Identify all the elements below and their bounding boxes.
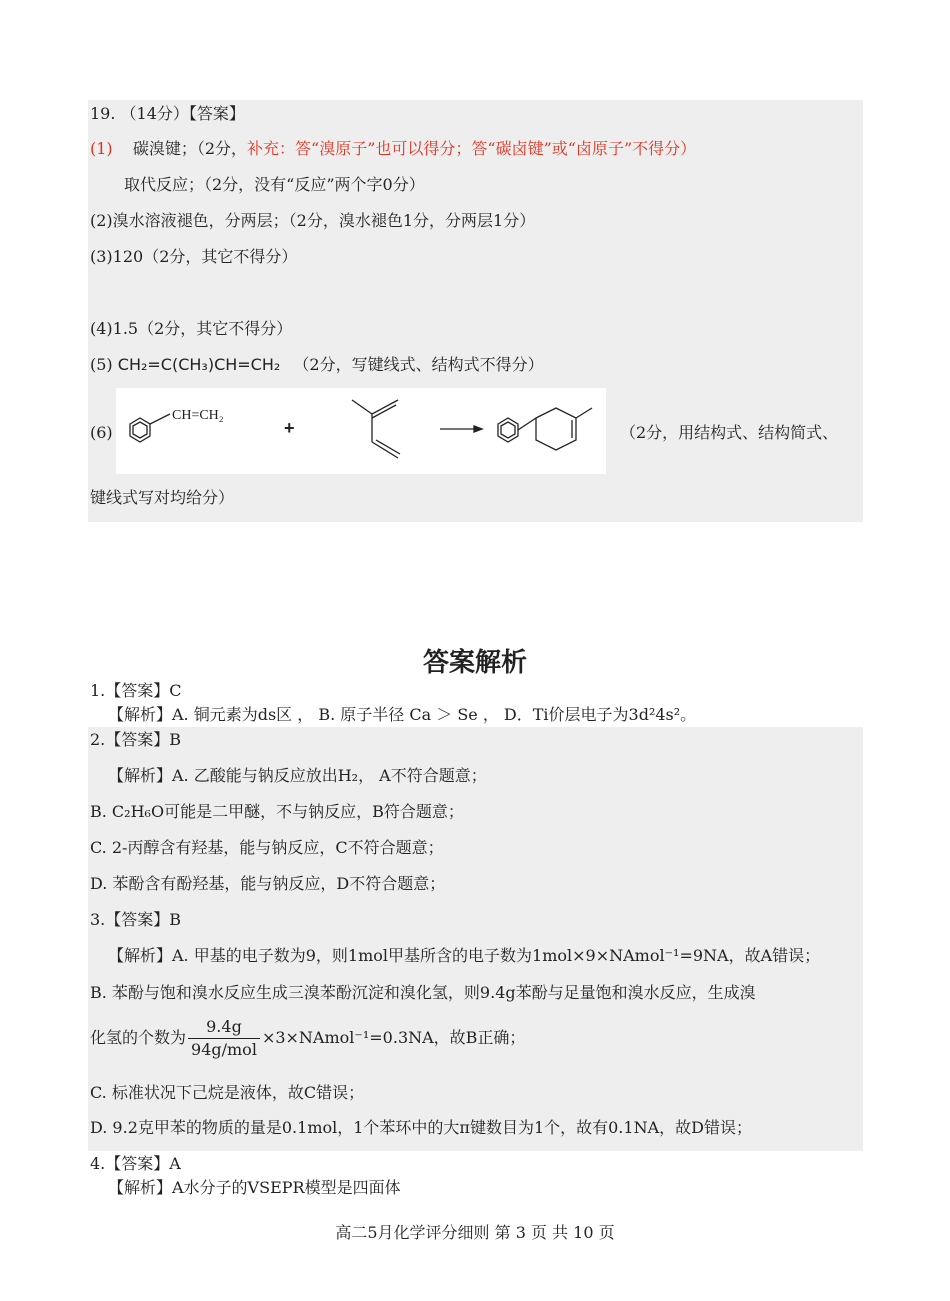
q1-explain: 【解析】A. 铜元素为ds区 ， B. 原子半径 Ca ＞ Se ， D．Ti价层电子为3d²4s²。	[108, 705, 697, 724]
q4-explain: 【解析】A水分子的VSEPR模型是四面体	[108, 1178, 401, 1197]
q3-fraction-numerator: 9.4g	[188, 1016, 260, 1039]
q3-explain-a: 【解析】A. 甲基的电子数为9，则1mol甲基所含的电子数为1mol×9×NAmol⁻¹=9NA，故A错误；	[108, 946, 821, 965]
q19-part1-answer: 碳溴键；（2分，	[132, 139, 248, 158]
q19-part5-formula: CH₂=C(CH₃)CH=CH₂	[117, 355, 281, 374]
q1-answer: 1.【答案】C	[90, 681, 182, 700]
page-footer: 高二5月化学评分细则 第 3 页 共 10 页	[335, 1223, 615, 1242]
q4-answer: 4.【答案】A	[90, 1154, 181, 1173]
q3-fraction-denominator: 94g/mol	[191, 1040, 257, 1059]
q19-part4: (4)1.5（2分，其它不得分）	[90, 319, 293, 338]
q19-part5-note: （2分，写键线式、结构式不得分）	[293, 355, 544, 374]
q2-explain: 【解析】A. 乙酸能与钠反应放出H₂， A不符合题意；	[108, 766, 487, 785]
styrene-vinyl-label: CH=CH₂	[172, 408, 224, 423]
product-structure	[498, 408, 592, 450]
q19-part5	[90, 354, 544, 376]
q19-part1	[90, 138, 696, 160]
q3-b2-suffix: ×3×NAmol⁻¹=0.3NA，故B正确；	[261, 1028, 526, 1047]
q2-option-d: D. 苯酚含有酚羟基，能与钠反应，D不符合题意；	[90, 874, 446, 893]
q3-fraction	[188, 1016, 260, 1061]
q19-part3: (3)120（2分，其它不得分）	[90, 247, 298, 266]
q3-explain-b: B. 苯酚与饱和溴水反应生成三溴苯酚沉淀和溴化氢，则9.4g苯酚与足量饱和溴水反应，生成溴	[90, 983, 756, 1002]
q3-b2-prefix: 化氢的个数为	[90, 1028, 187, 1047]
q3-explain-d: D. 9.2克甲苯的物质的量是0.1mol，1个苯环中的大π键数目为1个，故有0.1NA，故D错误；	[90, 1118, 752, 1137]
q19-part6-note: （2分，用结构式、结构简式、	[620, 423, 839, 442]
q3-explain-b2	[90, 1016, 525, 1061]
q19-part1-number: (1)	[90, 139, 113, 158]
q19-header: 19. （14分）【答案】	[90, 104, 245, 123]
q2-option-b: B. C₂H₆O可能是二甲醚，不与钠反应，B符合题意；	[90, 802, 464, 821]
page-title: 答案解析	[422, 648, 527, 678]
q2-answer: 2.【答案】B	[90, 730, 182, 749]
reaction-svg	[116, 388, 606, 474]
q19-part6-note2: 键线式写对均给分）	[90, 488, 235, 507]
q19-part6-number: (6)	[90, 423, 113, 442]
isoprene-structure	[352, 400, 400, 458]
q19-part2: (2)溴水溶液褪色，分两层；（2分，溴水褪色1分，分两层1分）	[90, 211, 536, 230]
q3-explain-c: C. 标准状况下己烷是液体，故C错误；	[90, 1083, 365, 1102]
reaction-arrow	[440, 426, 482, 432]
styrene-structure	[130, 414, 170, 442]
q2-option-c: C. 2-丙醇含有羟基，能与钠反应，C不符合题意；	[90, 838, 444, 857]
q19-part1-supplement: 补充：答“溴原子”也可以得分；答“碳卤键”或“卤原子”不得分）	[247, 139, 697, 158]
q3-answer: 3.【答案】B	[90, 910, 182, 929]
q19-part5-number: (5)	[90, 355, 113, 374]
plus-sign: +	[284, 418, 295, 438]
reaction-diagram	[116, 388, 606, 474]
q19-part1b: 取代反应；（2分，没有“反应”两个字0分）	[124, 175, 425, 194]
